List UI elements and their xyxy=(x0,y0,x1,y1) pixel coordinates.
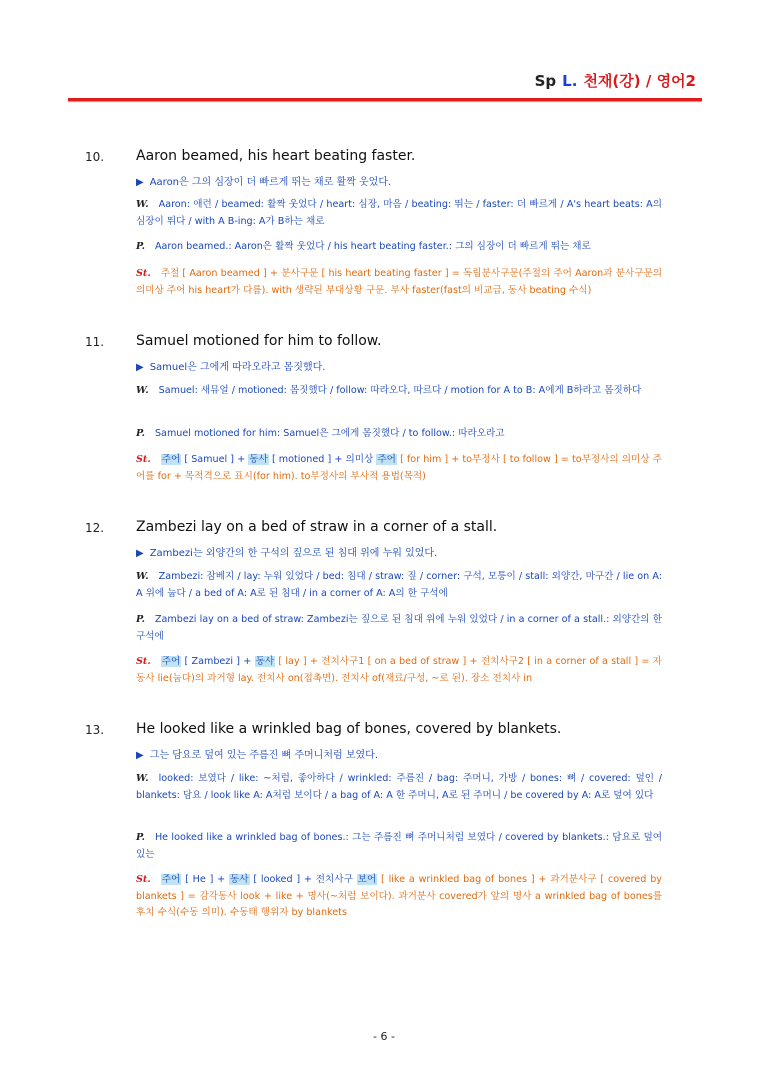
triangle-bullet-icon: ▶ xyxy=(136,548,144,559)
header-slash: / xyxy=(645,72,652,90)
item-words xyxy=(136,771,662,804)
words-label: W. xyxy=(136,385,149,396)
words-label: W. xyxy=(136,571,149,582)
subject-highlight: 주어 xyxy=(161,454,181,465)
item-phrases xyxy=(136,612,662,645)
structure-text: 주절 [ Aaron beamed ] + 분사구문 [ his heart beating faster ] = 독립분사구문(주절의 주어 Aaron과 분사구문의 의미상 주어 his heart가 다름). with 생략된 부대상황 구문. 부사 faster(fast의 비교급, 동사 beating 수식) xyxy=(136,268,662,296)
phrases-text: He looked like a wrinkled bag of bones.: 그는 주름진 뼈 주머니처럼 보였다 / covered by blankets.: 담요로 덮여 있는 xyxy=(136,832,662,860)
words-text: Aaron: 애런 / beamed: 활짝 웃었다 / heart: 심장, 마음 / beating: 뛰는 / faster: 더 빠르게 / A's heart beats: A의 심장이 뛰다 / with A B-ing: A가 B하는 채로 xyxy=(136,199,662,227)
structure-label: St. xyxy=(136,874,151,885)
item-sentence: Samuel motioned for him to follow. xyxy=(136,333,382,349)
structure-part: [ Samuel ] + xyxy=(184,454,246,465)
phrases-text: Samuel motioned for him: Samuel은 그에게 몸짓했다 / to follow.: 따라오라고 xyxy=(154,428,505,439)
item-sentence: He looked like a wrinkled bag of bones, covered by blankets. xyxy=(136,721,562,737)
structure-label: St. xyxy=(136,454,151,465)
structure-label: St. xyxy=(136,268,151,279)
item-phrases xyxy=(136,239,662,256)
verb-highlight: 동사 xyxy=(230,874,249,885)
structure-part: [ Zambezi ] + xyxy=(184,656,252,667)
subject-highlight: 주어 xyxy=(161,874,181,885)
header-sp: Sp xyxy=(534,72,557,90)
header-subject: 영어2 xyxy=(656,72,696,90)
complement-highlight: 보어 xyxy=(357,874,377,885)
phrases-label: P. xyxy=(136,428,145,439)
translation-text: Aaron은 그의 심장이 더 빠르게 뛰는 채로 활짝 웃었다. xyxy=(149,177,392,188)
triangle-bullet-icon: ▶ xyxy=(136,750,144,761)
item-structure xyxy=(136,654,662,687)
structure-part: [ like a wrinkled bag of bones ] + 과거분사구 [ covered by blankets ] = 감각동사 look + like + 명사(~처럼 보이다). 과거분사 covered가 앞의 명사 a wrinkled bag of bones를 후치 수식(수동 의미). 수동태 행위자 by blankets xyxy=(136,874,662,918)
item-translation xyxy=(136,173,391,188)
item-words xyxy=(136,383,662,400)
verb-highlight: 동사 xyxy=(255,656,275,667)
phrases-label: P. xyxy=(136,614,145,625)
header-publisher: 천재(강) xyxy=(583,72,641,90)
translation-text: Samuel은 그에게 따라오라고 몸짓했다. xyxy=(149,362,326,373)
item-sentence: Zambezi lay on a bed of straw in a corner of a stall. xyxy=(136,519,498,535)
item-phrases xyxy=(136,830,662,863)
verb-highlight: 동사 xyxy=(249,454,268,465)
triangle-bullet-icon: ▶ xyxy=(136,177,144,188)
item-translation xyxy=(136,358,325,373)
words-text: Zambezi: 잠베지 / lay: 누워 있었다 / bed: 침대 / straw: 짚 / corner: 구석, 모퉁이 / stall: 외양간, 마구간 / lie on A: A 위에 눕다 / a bed of A: A로 된 침대 / in a corner of A: A의 한 구석에 xyxy=(136,571,662,599)
words-label: W. xyxy=(136,773,149,784)
structure-part: [ for him ] + to부정사 [ to follow ] = to부정사의 의미상 주어를 for + 목적격으로 표시(for him). to부정사의 부사적 용법(목적) xyxy=(136,454,662,482)
triangle-bullet-icon: ▶ xyxy=(136,362,144,373)
translation-text: Zambezi는 외양간의 한 구석의 짚으로 된 침대 위에 누워 있었다. xyxy=(149,548,438,559)
item-words xyxy=(136,197,662,230)
item-structure xyxy=(136,872,662,922)
page-header xyxy=(0,0,768,110)
structure-part: [ looked ] + 전치사구 xyxy=(253,874,353,885)
translation-text: 그는 담요로 덮여 있는 주름진 뼈 주머니처럼 보였다. xyxy=(149,750,378,761)
structure-label: St. xyxy=(136,656,151,667)
item-number: 12. xyxy=(85,521,105,535)
header-lesson: L. xyxy=(562,72,578,90)
item-number: 11. xyxy=(85,335,105,349)
item-sentence: Aaron beamed, his heart beating faster. xyxy=(136,148,416,164)
item-number: 10. xyxy=(85,150,105,164)
structure-part: [ lay ] + 전치사구1 [ on a bed of straw ] + 전치사구2 [ in a corner of a stall ] = 자동사 lie(눕다)의 과거형 lay. 전치사 on(접촉면). 전치사 of(재료/구성, ~로 된). 장소 전치사 in xyxy=(136,656,662,684)
item-translation xyxy=(136,746,378,761)
header-rule xyxy=(68,98,702,101)
subject-highlight: 주어 xyxy=(377,454,396,465)
item-phrases xyxy=(136,426,662,443)
words-label: W. xyxy=(136,199,149,210)
phrases-text: Aaron beamed.: Aaron은 활짝 웃었다 / his heart beating faster.: 그의 심장이 더 빠르게 뛰는 채로 xyxy=(154,241,591,252)
structure-part: [ He ] + xyxy=(185,874,226,885)
header-title xyxy=(535,70,696,91)
item-translation xyxy=(136,544,437,559)
page-number: - 6 - xyxy=(373,1030,395,1043)
item-number: 13. xyxy=(85,723,105,737)
item-words xyxy=(136,569,662,602)
phrases-label: P. xyxy=(136,241,145,252)
words-text: Samuel: 새뮤얼 / motioned: 몸짓했다 / follow: 따라오다, 따르다 / motion for A to B: A에게 B하라고 몸짓하다 xyxy=(158,385,642,396)
phrases-label: P. xyxy=(136,832,145,843)
words-text: looked: 보였다 / like: ~처럼, 좋아하다 / wrinkled: 주름진 / bag: 주머니, 가방 / bones: 뼈 / covered: 덮인 / blankets: 담요 / look like A: A처럼 보이다 / a bag of A: A 한 주머니, A로 된 주머니 / be covered by A: A로 덮여 있다 xyxy=(136,773,662,801)
item-structure xyxy=(136,266,662,299)
phrases-text: Zambezi lay on a bed of straw: Zambezi는 짚으로 된 침대 위에 누워 있었다 / in a corner of a stall.: 외양간의 한 구석에 xyxy=(136,614,662,642)
structure-part: [ motioned ] + 의미상 xyxy=(271,454,374,465)
subject-highlight: 주어 xyxy=(161,656,181,667)
item-structure xyxy=(136,452,662,485)
